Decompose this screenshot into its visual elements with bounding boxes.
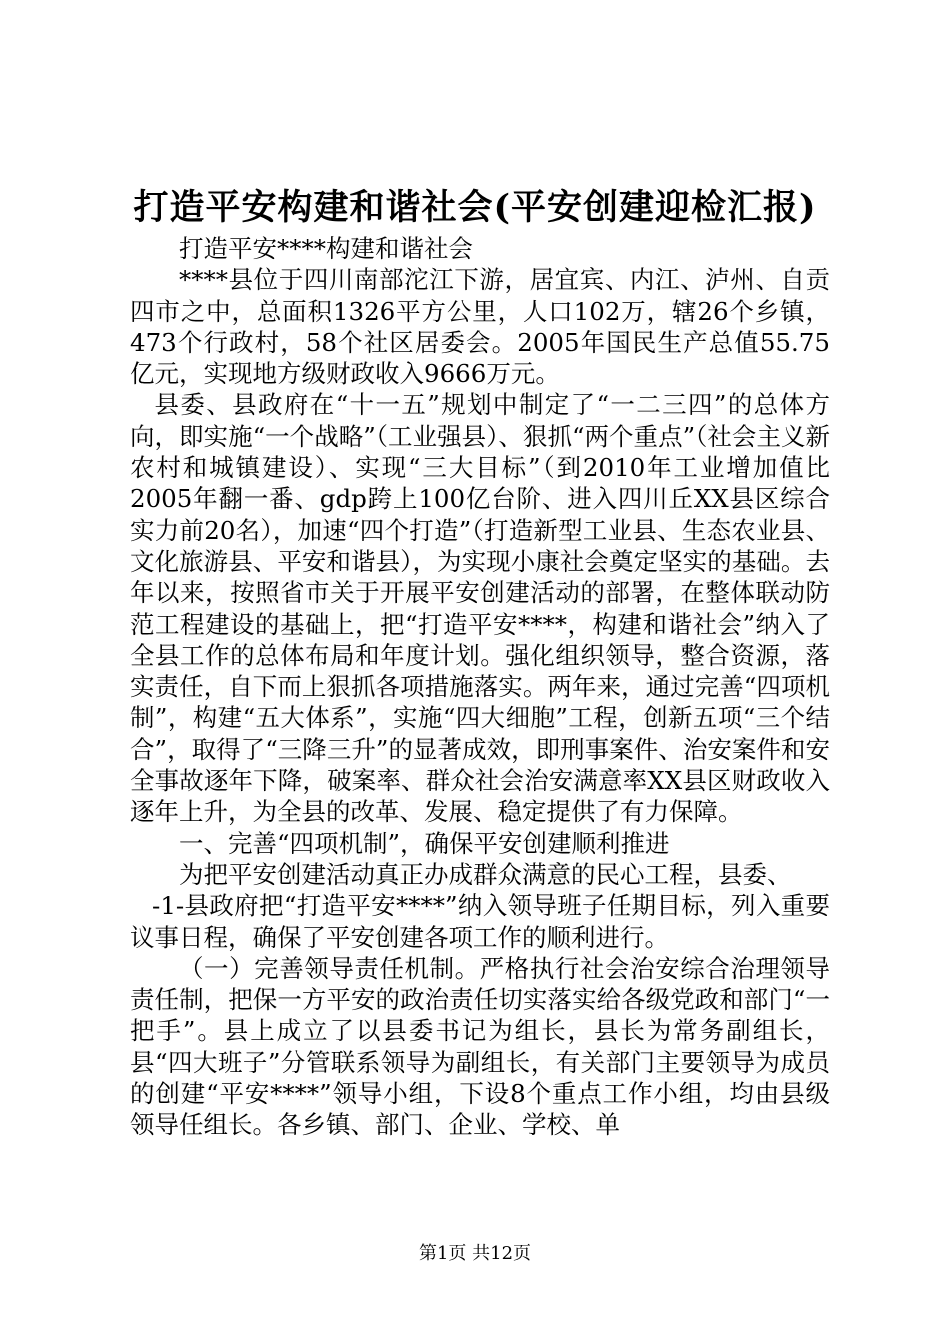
subtitle-paragraph: 打造平安****构建和谐社会 xyxy=(179,234,473,263)
page-number: 第1页 共12页 xyxy=(418,1243,532,1264)
subsection-paragraph: （一）完善领导责任机制。严格执行社会治安综合治理领导责任制，把保一方平安的政治责任切实落实给各级党政和部门“一把手”。县上成立了以县委书记为组长，县长为常务副组长，县“四大班子”分管联系领导为副组长，有关部门主要领导为成员的创建“平安****”领导小组，下设8个重点工作小组，均由县级领导任组长。各乡镇、部门、企业、学校、单 xyxy=(130,953,830,1140)
continuation-paragraph: -1-县政府把“打造平安****”纳入领导班子任期目标，列入重要议事日程，确保了平安创建各项工作的顺利进行。 xyxy=(130,891,830,952)
document-title: 打造平安构建和谐社会(平安创建迎检汇报) xyxy=(133,187,817,228)
document-body xyxy=(130,233,830,1141)
overview-paragraph: 县委、县政府在“十一五”规划中制定了“一二三四”的总体方向，即实施“一个战略”（工业强县）、狠抓“两个重点”（社会主义新农村和城镇建设）、实现“三大目标”（到2010年工业增加值比2005年翻一番、gdp跨上100亿台阶、进入四川丘XX县区综合实力前20名），加速“四个打造”（打造新型工业县、生态农业县、文化旅游县、平安和谐县），为实现小康社会奠定坚实的基础。去年以来，按照省市关于开展平安创建活动的部署，在整体联动防范工程建设的基础上，把“打造平安****，构建和谐社会”纳入了全县工作的总体布局和年度计划。强化组织领导，整合资源，落实责任，自下而上狠抓各项措施落实。两年来，通过完善“四项机制”，构建“五大体系”，实施“四大细胞”工程，创新五项“三个结合”，取得了“三降三升”的显著成效，即刑事案件、治安案件和安全事故逐年下降，破案率、群众社会治安满意率XX县区财政收入逐年上升，为全县的改革、发展、稳定提供了有力保障。 xyxy=(130,390,830,827)
section-intro-paragraph: 为把平安创建活动真正办成群众满意的民心工程，县委、 xyxy=(179,859,792,889)
section-heading: 一、完善“四项机制”，确保平安创建顺利推进 xyxy=(179,828,670,858)
intro-paragraph: ****县位于四川南部沱江下游，居宜宾、内江、泸州、自贡四市之中，总面积1326平方公里，人口102万，辖26个乡镇，473个行政村，58个社区居委会。2005年国民生产总值55.75亿元，实现地方级财政收入9666万元。 xyxy=(130,265,830,389)
